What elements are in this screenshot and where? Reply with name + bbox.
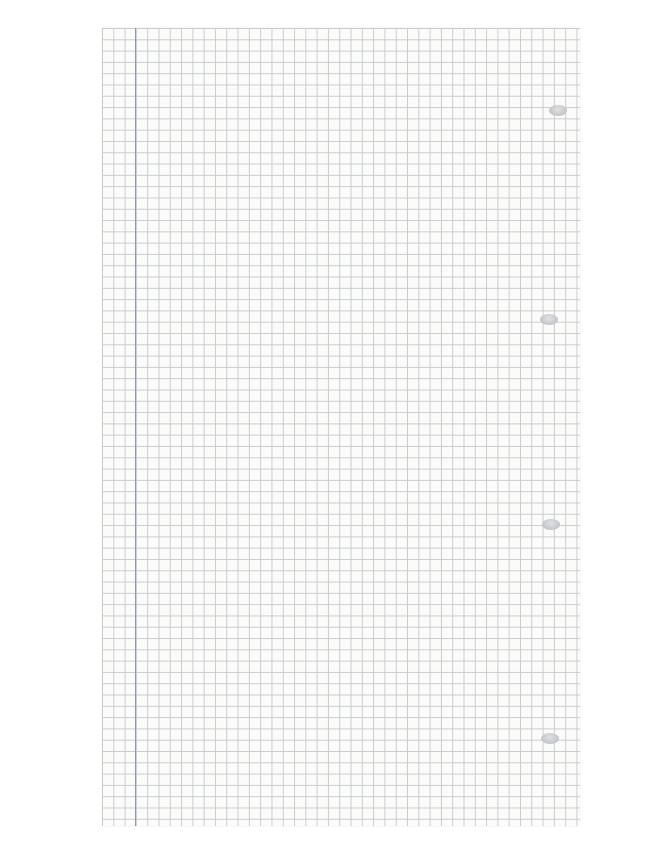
grid-paper-sheet [102, 28, 580, 826]
punch-hole [549, 105, 567, 116]
punch-hole [542, 519, 560, 530]
punch-hole [541, 733, 559, 744]
margin-line [135, 28, 136, 826]
punch-hole [540, 314, 558, 325]
